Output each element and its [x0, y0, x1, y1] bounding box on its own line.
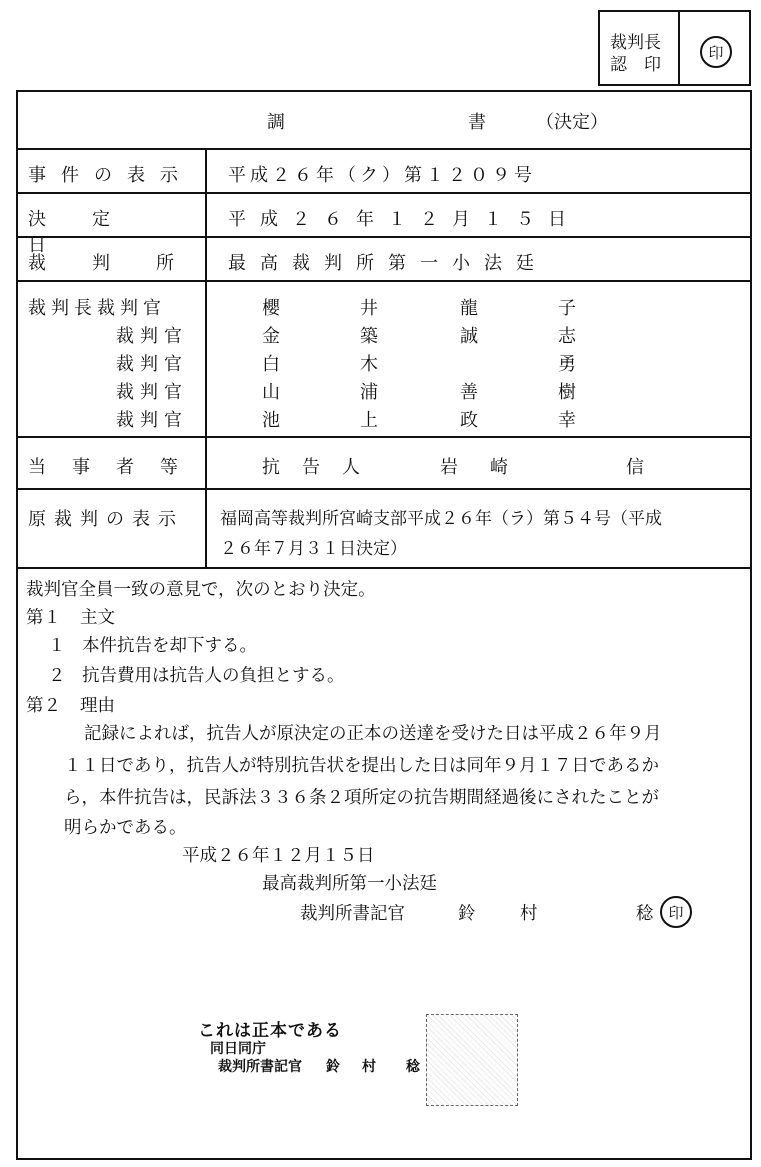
- judge-name-2-c3: 誠: [460, 326, 478, 347]
- title-note: （決定）: [536, 112, 608, 133]
- judge-name-5-c2: 上: [360, 410, 378, 431]
- judge-name-2-c1: 金: [262, 326, 280, 347]
- rule-under-judges: [16, 436, 752, 438]
- certification-name-c3: 稔: [406, 1059, 420, 1075]
- judge-name-5-c1: 池: [262, 410, 280, 431]
- reason-line3: ら，本件抗告は，民訴法３３６条２項所定の抗告期間経過後にされたことが: [64, 788, 659, 808]
- column-divider: [205, 148, 207, 569]
- party-name-c2: 崎: [490, 457, 508, 478]
- judge-name-4-c1: 山: [262, 382, 280, 403]
- judge-name-5-c3: 政: [460, 410, 478, 431]
- judge-title-4: 裁判官: [116, 382, 188, 403]
- certification-line2: 同日同庁: [210, 1041, 266, 1057]
- signature-name-c3: 稔: [636, 904, 654, 924]
- judge-name-2-c2: 築: [360, 326, 378, 347]
- title-right-char: 書: [468, 112, 486, 133]
- party-name-c1: 岩: [440, 457, 458, 478]
- rule-under-party: [16, 488, 752, 490]
- signature-title: 裁判所書記官: [300, 904, 405, 924]
- rule-under-case: [16, 192, 752, 194]
- judge-name-3-c4: 勇: [558, 354, 576, 375]
- date-label: 決定日: [28, 209, 156, 256]
- signature-date: 平成２６年１２月１５日: [182, 846, 375, 866]
- judge-name-4-c4: 樹: [558, 382, 576, 403]
- original-value-line2: ２６年７月３１日決定）: [220, 539, 407, 559]
- section2-number: 第２: [26, 696, 61, 716]
- certification-seal-area: [426, 1014, 518, 1106]
- court-label: 裁判所: [28, 253, 220, 274]
- judge-name-3-c1: 白: [262, 354, 280, 375]
- certification-line1: これは正本である: [198, 1021, 342, 1041]
- reason-line2: １１日であり，抗告人が特別抗告状を提出した日は同年９月１７日であるか: [64, 756, 659, 776]
- section1-title: 主文: [80, 608, 115, 628]
- court-value: 最高裁判所第一小法廷: [228, 253, 548, 274]
- item2-number: ２: [48, 666, 66, 686]
- judge-name-1-c2: 井: [360, 298, 378, 319]
- section2-title: 理由: [80, 696, 115, 716]
- approval-seal: 印: [700, 36, 732, 68]
- judge-name-1-c1: 櫻: [262, 298, 280, 319]
- party-label: 当事者等: [28, 457, 204, 478]
- rule-under-court: [16, 280, 752, 282]
- judge-title-5: 裁判官: [116, 410, 188, 431]
- signature-name-c2: 村: [520, 904, 538, 924]
- judge-name-4-c3: 善: [460, 382, 478, 403]
- judge-name-5-c4: 幸: [558, 410, 576, 431]
- judge-title-2: 裁判官: [116, 326, 188, 347]
- approval-stamp-box: [598, 10, 751, 86]
- approval-label-line1: 裁判長: [610, 33, 661, 53]
- item2-text: 抗告費用は抗告人の負担とする。: [82, 666, 345, 686]
- signature-court: 最高裁判所第一小法廷: [262, 874, 437, 894]
- section1-number: 第１: [26, 608, 61, 628]
- party-role: 抗告人: [262, 457, 382, 478]
- case-label: 事件の表示: [28, 165, 193, 186]
- judges-label: 裁判長裁判官: [28, 298, 166, 319]
- judge-name-1-c4: 子: [558, 298, 576, 319]
- party-name-c3: 信: [626, 457, 644, 478]
- original-label: 原裁判の表示: [28, 509, 184, 530]
- certification-title: 裁判所書記官: [218, 1059, 302, 1075]
- title-left-char: 調: [267, 112, 285, 133]
- judge-name-2-c4: 志: [558, 326, 576, 347]
- judge-title-3: 裁判官: [116, 354, 188, 375]
- judge-name-4-c2: 浦: [360, 382, 378, 403]
- certification-name-c2: 村: [362, 1059, 376, 1075]
- signature-name-c1: 鈴: [458, 904, 476, 924]
- item1-text: 本件抗告を却下する。: [82, 636, 257, 656]
- signature-seal: 印: [660, 896, 692, 928]
- reason-line1: 記録によれば，抗告人が原決定の正本の送達を受けた日は平成２６年９月: [84, 724, 662, 744]
- approval-label-line2: 認 印: [610, 55, 661, 75]
- rule-under-title: [16, 148, 752, 150]
- certification-name-c1: 鈴: [326, 1059, 340, 1075]
- reason-line4: 明らかである。: [64, 818, 187, 838]
- judge-name-3-c2: 木: [360, 354, 378, 375]
- date-value: 平成２６年１２月１５日: [228, 209, 580, 230]
- item1-number: １: [48, 636, 66, 656]
- rule-under-original: [16, 567, 752, 569]
- original-value-line1: 福岡高等裁判所宮崎支部平成２６年（ラ）第５４号（平成: [220, 509, 662, 529]
- case-value: 平成２６年（ク）第１２０９号: [228, 165, 536, 186]
- decision-intro: 裁判官全員一致の意見で，次のとおり決定。: [26, 580, 376, 600]
- judge-name-1-c3: 龍: [460, 298, 478, 319]
